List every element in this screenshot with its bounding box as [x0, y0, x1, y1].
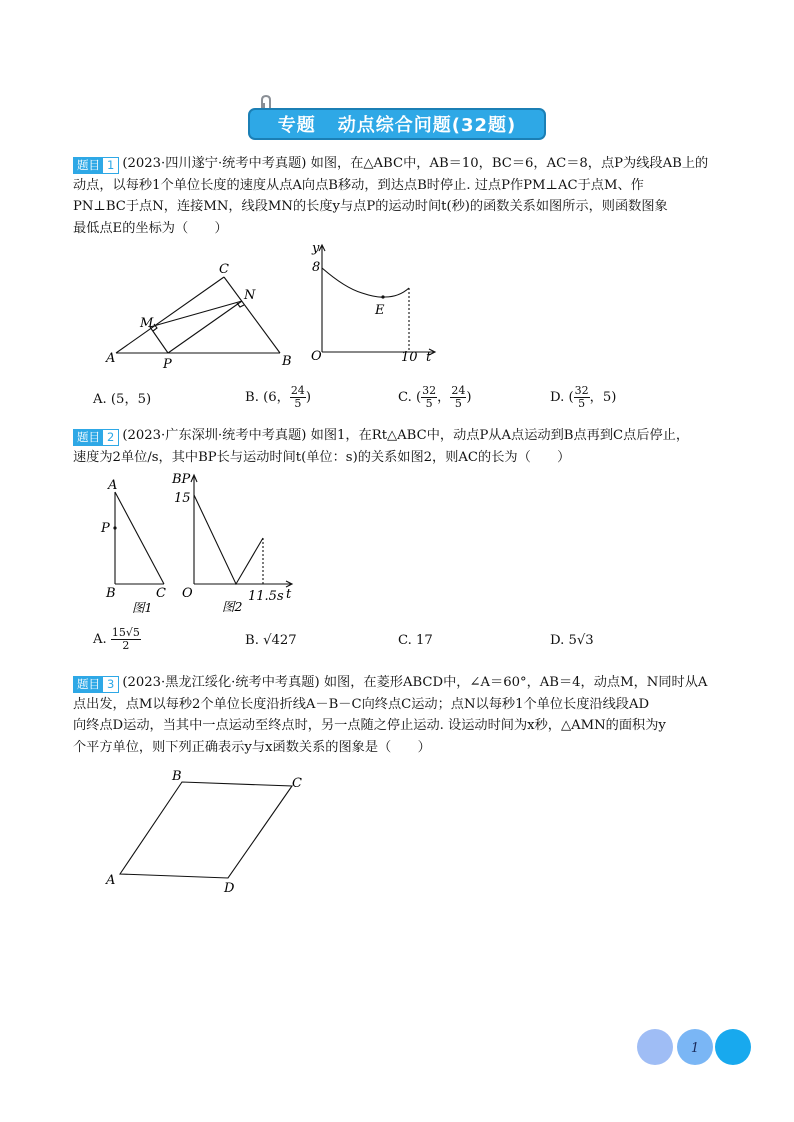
q2-line-1: (2023·广东深圳·统考中考真题) 如图1，在Rt△ABC中，动点P从A点运动到B点再到C点后停止，: [122, 428, 690, 443]
q3-rhombus-figure: [100, 762, 325, 897]
fig2-t-label: t: [286, 587, 292, 602]
fig2-origin: O: [182, 586, 193, 601]
question-tag: 题目 1: [73, 157, 119, 174]
q1-function-graph: [305, 240, 445, 368]
q2-option-a[interactable]: A. $\frac{15√5}{2}$: [93, 626, 140, 652]
label-C: C: [219, 262, 229, 277]
fig1-label-P: P: [101, 521, 110, 536]
q1-option-a[interactable]: A. (5，5): [93, 392, 152, 407]
q3-line-4: 个平方单位，则下列正确表示y与x函数关系的图象是（ ）: [73, 739, 431, 755]
q2-option-d[interactable]: D. 5√3: [550, 633, 594, 648]
q3-label-A: A: [106, 873, 116, 888]
fig1-label-C: C: [156, 586, 166, 601]
label-M: M: [140, 316, 154, 331]
q3-label-D: D: [224, 881, 235, 896]
fig1-label-B: B: [106, 586, 116, 601]
q1-triangle-figure: [100, 255, 300, 375]
title-banner: [248, 108, 546, 140]
q2-figure-2: [170, 468, 305, 620]
fig2-t-end: 11.5s: [248, 589, 284, 604]
q1-options: [93, 385, 713, 415]
q1-line-3: PN⊥BC于点N，连接MN，线段MN的长度y与点P的运动时间t(秒)的函数关系如图所示，则函数图象: [73, 199, 668, 214]
q1-line-1: (2023·四川遂宁·统考中考真题) 如图，在△ABC中，AB＝10，BC＝6，AC＝8，点P为线段AB上的: [122, 156, 709, 171]
fig2-label-BP: BP: [172, 472, 191, 487]
q1-option-d[interactable]: D. ( $\frac{32}{5}$ ，5): [550, 384, 617, 410]
q3-line-1: (2023·黑龙江绥化·统考中考真题) 如图，在菱形ABCD中，∠A＝60°，AB＝4，动点M，N同时从A: [122, 675, 708, 690]
label-P: P: [163, 357, 172, 372]
graph-t-label: t: [426, 350, 432, 365]
q3-line-3: 向终点D运动，当其中一点运动至终点时，另一点随之停止运动. 设运动时间为x秒，△AMN的面积为y: [73, 718, 666, 733]
graph-E: E: [375, 303, 385, 318]
q2-figure-1: [96, 474, 176, 619]
fig1-label-A: A: [108, 478, 118, 493]
graph-t10: 10: [401, 350, 418, 365]
q1-option-c[interactable]: C. ( $\frac{32}{5}$ ， $\frac{24}{5}$ ): [398, 384, 472, 410]
page-number-badge: [637, 1029, 753, 1065]
q2-option-b[interactable]: B. √427: [245, 633, 297, 648]
q2-option-c[interactable]: C. 17: [398, 633, 433, 648]
graph-y-label: y: [312, 241, 320, 256]
q3-label-B: B: [172, 769, 182, 784]
question-2: [73, 425, 733, 468]
q1-option-b[interactable]: B. (6， $\frac{24}{5}$ ): [245, 384, 311, 410]
question-3: [73, 672, 733, 758]
label-N: N: [244, 288, 256, 303]
fig2-label-15: 15: [174, 491, 191, 506]
q2-line-2: 速度为2单位/s，其中BP长与运动时间t(单位：s)的关系如图2，则AC的长为（ ）: [73, 449, 571, 465]
question-1: [73, 153, 733, 239]
q1-line-2: 动点，以每秒1个单位长度的速度从点A向点B移动，到达点B时停止. 过点P作PM⊥AC于点M、作: [73, 177, 644, 193]
graph-origin: O: [311, 349, 322, 364]
q2-options: [93, 627, 713, 657]
fig1-caption: 图1: [132, 600, 153, 615]
page-number: 1: [690, 1041, 700, 1056]
q3-label-C: C: [292, 776, 302, 791]
label-B: B: [282, 354, 292, 369]
question-tag: 题目 2: [73, 429, 119, 446]
q1-line-4: 最低点E的坐标为（ ）: [73, 220, 228, 236]
title-left: 专题: [277, 115, 316, 136]
label-A: A: [106, 351, 116, 366]
q3-line-2: 点出发，点M以每秒2个单位长度沿折线A－B－C向终点C运动；点N以每秒1个单位长度沿线段AD: [73, 696, 650, 712]
title-right: 动点综合问题(32题): [337, 115, 517, 136]
fig2-caption: 图2: [222, 599, 243, 614]
graph-y8: 8: [312, 260, 321, 275]
question-tag: 题目 3: [73, 676, 119, 693]
